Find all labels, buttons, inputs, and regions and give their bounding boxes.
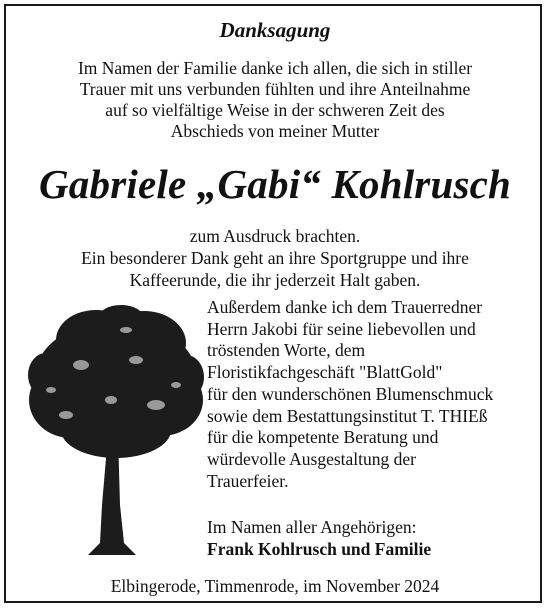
thanks-line: für den wunderschönen Blumenschmuck (207, 383, 494, 404)
thanks-line: Floristikfachgeschäft "BlattGold" (207, 362, 443, 383)
intro-line: Trauer mit uns verbunden fühlten und ihre Anteilnahme (79, 79, 471, 99)
notice-heading: Danksagung (219, 18, 331, 42)
tree-illustration-icon (26, 305, 206, 560)
signature-intro: Im Namen aller Angehörigen: (207, 517, 417, 537)
thanks-line: würdevolle Ausgestaltung der (207, 448, 416, 469)
after-name-text (0, 225, 550, 291)
after-line: Kaffeerunde, die ihr jederzeit Halt gaben. (129, 270, 421, 290)
thanks-line: für die kompetente Beratung und (207, 427, 439, 448)
signature-block (207, 516, 537, 560)
thanks-line: Herrn Jakobi für seine liebevollen und (207, 318, 476, 339)
thanks-line: tröstenden Worte, dem (207, 340, 366, 361)
after-line: zum Ausdruck brachten. (189, 226, 361, 246)
thanks-line: sowie dem Bestattungsinstitut T. THIEß (207, 405, 488, 426)
intro-line: Abschieds von meiner Mutter (170, 121, 380, 141)
intro-line: Im Namen der Familie danke ich allen, die sich in stiller (77, 58, 473, 78)
thanks-line: Trauerfeier. (207, 470, 289, 491)
signature-names: Frank Kohlrusch und Familie (207, 539, 432, 559)
intro-line: auf so vielfältige Weise in der schweren Zeit des (105, 100, 445, 120)
thanks-line: Außerdem danke ich dem Trauerredner (207, 297, 483, 317)
place-date: Elbingerode, Timmenrode, im November 2024 (110, 576, 440, 596)
thanks-text (207, 297, 537, 492)
after-line: Ein besonderer Dank geht an ihre Sportgruppe und ihre (81, 248, 469, 268)
intro-text (0, 58, 550, 142)
deceased-name: Gabriele „Gabi“ Kohlrusch (39, 161, 511, 207)
